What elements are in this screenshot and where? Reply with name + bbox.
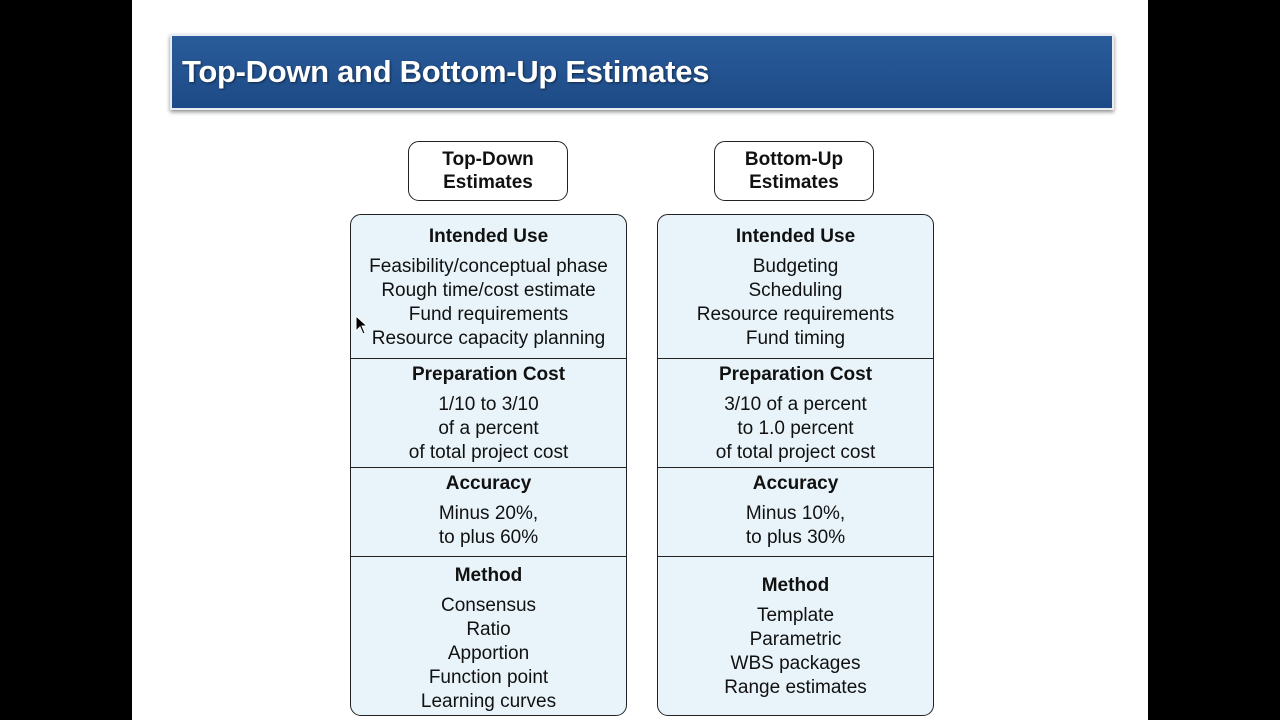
list-item: Apportion — [447, 643, 530, 664]
mouse-cursor-icon — [354, 315, 368, 335]
list-item: Consensus — [440, 595, 537, 616]
list-item: Minus 20%, — [438, 503, 539, 524]
list-item: Minus 10%, — [745, 503, 846, 524]
section-title: Preparation Cost — [411, 364, 566, 385]
section-title: Intended Use — [735, 226, 856, 247]
bottom-up-header-line-1: Bottom-Up — [744, 149, 844, 170]
bottom-up-header — [714, 141, 874, 201]
list-item: of total project cost — [715, 442, 876, 463]
top-down-intended-use — [351, 215, 626, 359]
list-item: Parametric — [749, 629, 842, 650]
list-item: to plus 30% — [745, 527, 846, 548]
bottom-up-method — [658, 557, 933, 716]
list-item: Learning curves — [420, 691, 557, 712]
list-item: to 1.0 percent — [737, 418, 854, 439]
section-title: Accuracy — [445, 473, 532, 494]
bottom-up-accuracy — [658, 468, 933, 557]
list-item: Resource capacity planning — [371, 328, 606, 349]
top-down-method — [351, 557, 626, 716]
list-item: 1/10 to 3/10 — [438, 394, 539, 415]
slide-title: Top-Down and Bottom-Up Estimates — [182, 54, 710, 89]
bottom-up-intended-use — [658, 215, 933, 359]
list-item: 3/10 of a percent — [724, 394, 867, 415]
bottom-up-header-line-2: Estimates — [749, 172, 839, 193]
list-item: Fund timing — [745, 328, 846, 349]
section-title: Method — [454, 565, 523, 586]
list-item: Scheduling — [748, 280, 843, 301]
list-item: Template — [756, 605, 835, 626]
list-item: Fund requirements — [408, 304, 569, 325]
list-item: Function point — [428, 667, 549, 688]
list-item: Rough time/cost estimate — [381, 280, 596, 301]
list-item: Ratio — [466, 619, 511, 640]
list-item: Range estimates — [724, 677, 867, 698]
top-down-preparation-cost — [351, 359, 626, 468]
slide — [132, 0, 1148, 720]
title-bar — [170, 34, 1114, 110]
section-title: Accuracy — [752, 473, 839, 494]
bottom-up-box — [657, 214, 934, 716]
section-title: Intended Use — [428, 226, 549, 247]
bottom-up-preparation-cost — [658, 359, 933, 468]
list-item: Budgeting — [752, 256, 839, 277]
list-item: of total project cost — [408, 442, 569, 463]
top-down-header-line-1: Top-Down — [442, 149, 534, 170]
list-item: Resource requirements — [696, 304, 895, 325]
top-down-box — [350, 214, 627, 716]
section-title: Preparation Cost — [718, 364, 873, 385]
list-item: to plus 60% — [438, 527, 539, 548]
top-down-accuracy — [351, 468, 626, 557]
section-title: Method — [761, 575, 830, 596]
list-item: of a percent — [438, 418, 539, 439]
top-down-header — [408, 141, 568, 201]
list-item: Feasibility/conceptual phase — [369, 256, 608, 277]
list-item: WBS packages — [730, 653, 861, 674]
top-down-header-line-2: Estimates — [443, 172, 533, 193]
